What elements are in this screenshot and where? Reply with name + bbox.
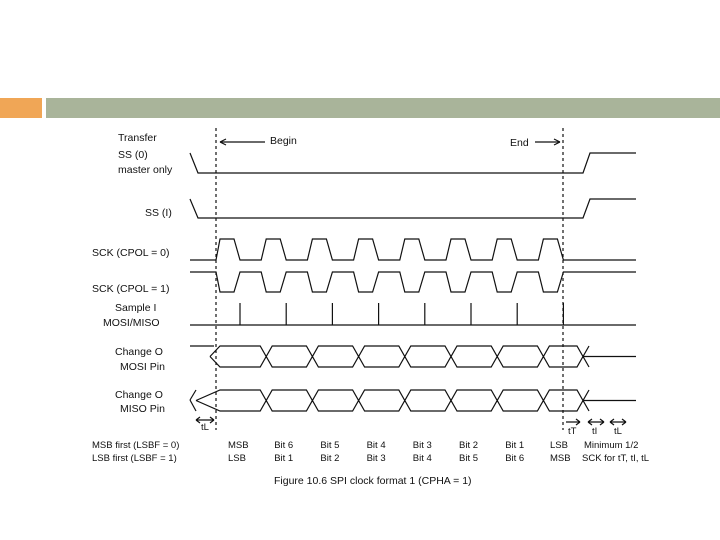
marker-begin: Begin bbox=[270, 135, 297, 147]
waveforms bbox=[190, 128, 636, 430]
label-sck-cpol0: SCK (CPOL = 0) bbox=[92, 247, 170, 259]
label-msb-first: MSB first (LSBF = 0) bbox=[92, 440, 180, 451]
label-lsb-first: LSB first (LSBF = 1) bbox=[92, 453, 177, 464]
bit-lsb-first-7: Bit 6 bbox=[505, 453, 525, 464]
marker-tl-right: tL bbox=[614, 426, 622, 437]
sck-cpol0-waveform bbox=[190, 239, 636, 260]
tl-right-arrow bbox=[610, 419, 626, 425]
bits-lsb-first-row bbox=[228, 453, 571, 464]
bit-msb-first-2: Bit 6 bbox=[274, 440, 294, 451]
mosi-waveform-upper bbox=[210, 346, 589, 357]
miso-waveform-upper bbox=[196, 390, 589, 401]
label-sck-cpol1: SCK (CPOL = 1) bbox=[92, 283, 170, 295]
label-miso-pin: MISO Pin bbox=[120, 403, 165, 415]
bit-msb-first-7: Bit 1 bbox=[505, 440, 525, 451]
label-ss0: SS (0) bbox=[118, 149, 148, 161]
ss0-waveform bbox=[190, 153, 636, 173]
ss1-waveform bbox=[190, 199, 636, 218]
figure-caption: Figure 10.6 SPI clock format 1 (CPHA = 1) bbox=[274, 475, 472, 487]
bit-msb-first-1: MSB bbox=[228, 440, 249, 451]
bit-msb-first-4: Bit 4 bbox=[366, 440, 386, 451]
bit-lsb-first-2: Bit 1 bbox=[274, 453, 294, 464]
bit-lsb-first-8: MSB bbox=[550, 453, 571, 464]
bit-msb-first-5: Bit 3 bbox=[412, 440, 432, 451]
bit-msb-first-3: Bit 5 bbox=[320, 440, 340, 451]
marker-tt: tT bbox=[568, 426, 577, 437]
bit-msb-first-8: LSB bbox=[550, 440, 568, 451]
label-ss1: SS (I) bbox=[145, 207, 172, 219]
label-change-mosi: Change O bbox=[115, 346, 163, 358]
note-sck-times: SCK for tT, tI, tL bbox=[582, 453, 650, 464]
bit-lsb-first-6: Bit 5 bbox=[459, 453, 479, 464]
bit-lsb-first-5: Bit 4 bbox=[412, 453, 432, 464]
label-transfer: Transfer bbox=[118, 132, 157, 144]
tt-arrow bbox=[566, 419, 580, 425]
bit-msb-first-6: Bit 2 bbox=[459, 440, 479, 451]
label-sample: Sample I bbox=[115, 302, 157, 314]
sck-cpol1-waveform bbox=[190, 272, 636, 292]
bits-msb-first-row bbox=[228, 440, 568, 451]
miso-waveform-lower bbox=[196, 401, 589, 412]
marker-end: End bbox=[510, 137, 529, 149]
mosi-waveform-lower bbox=[210, 357, 589, 368]
label-ss0-master: master only bbox=[118, 164, 173, 176]
note-minimum-half: Minimum 1/2 bbox=[584, 440, 639, 451]
bit-lsb-first-3: Bit 2 bbox=[320, 453, 340, 464]
label-change-miso: Change O bbox=[115, 389, 163, 401]
label-sample-mosi-miso: MOSI/MISO bbox=[103, 317, 160, 329]
bit-lsb-first-4: Bit 3 bbox=[366, 453, 386, 464]
ti-arrow bbox=[588, 419, 604, 425]
label-mosi-pin: MOSI Pin bbox=[120, 361, 165, 373]
bit-lsb-first-1: LSB bbox=[228, 453, 246, 464]
marker-tl-left: tL bbox=[201, 422, 209, 433]
miso-lead-a bbox=[190, 390, 196, 400]
marker-ti: tI bbox=[592, 426, 598, 437]
miso-lead-b bbox=[190, 400, 196, 411]
